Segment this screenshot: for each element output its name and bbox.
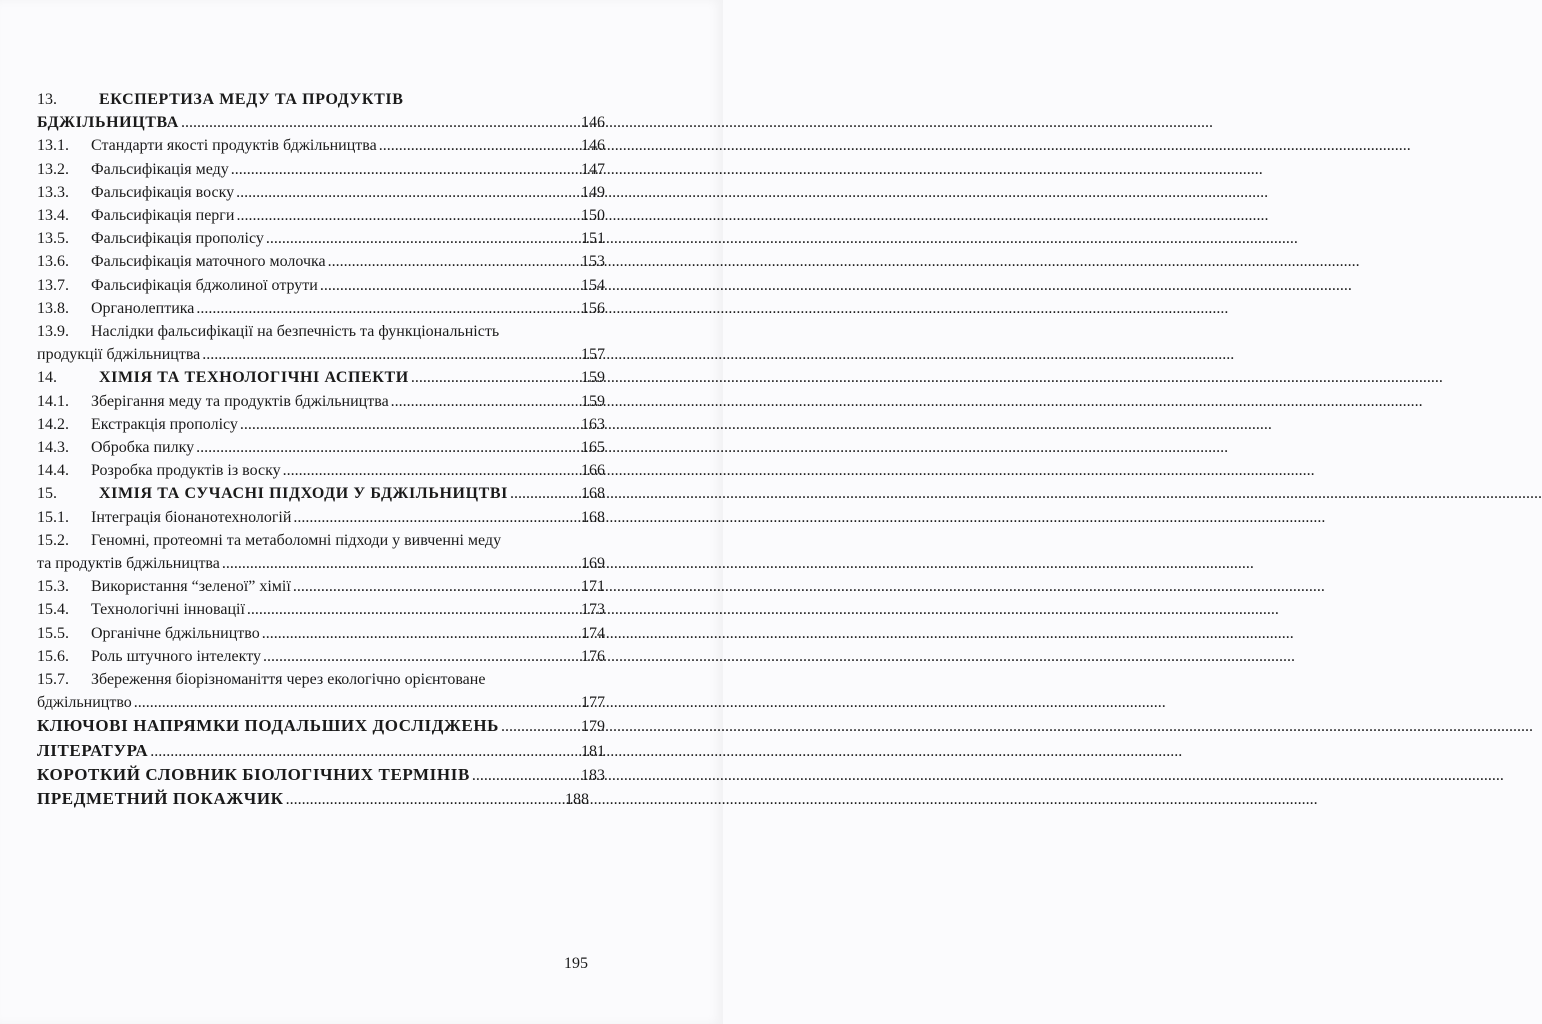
toc-item-15-7-line1 [37,668,605,691]
toc-page-number: 179 [581,718,605,736]
toc-leader-dots [283,459,579,482]
toc-number: 13.4. [37,207,69,225]
toc-number: 14.4. [37,462,69,480]
toc-item-title: Розробка продуктів із воску [91,462,281,480]
toc-item [37,622,605,645]
toc-page-number: 183 [581,766,605,784]
toc-chapter-title: ЕКСПЕРТИЗА МЕДУ ТА ПРОДУКТІВ [99,91,404,108]
toc-leader-dots [320,274,579,297]
toc-item-title: Фальсифікація маточного молочка [91,253,326,271]
toc-item [37,598,605,621]
toc-number: 13.7. [37,276,69,294]
toc-backmatter-title: КЛЮЧОВІ НАПРЯМКИ ПОДАЛЬШИХ ДОСЛІДЖЕНЬ [37,716,500,736]
toc-page-number: 181 [581,742,605,760]
toc-item-title: Використання “зеленої” хімії [91,578,291,596]
toc-number: 14. [37,369,57,387]
toc-number: 15.1. [37,508,69,526]
toc-leader-dots [501,715,579,738]
toc-leader-dots [411,366,579,389]
toc-item [37,274,605,297]
toc-page-number: 159 [581,392,605,410]
toc-page-number: 177 [581,694,605,712]
toc-page-number: 146 [581,114,605,132]
toc-item-15-2-line2 [37,552,605,575]
toc-leader-dots [150,740,579,763]
toc-item [37,250,605,273]
toc-item-title: Фальсифікація бджолиної отрути [91,276,318,294]
toc-number: 13.9. [37,323,69,341]
toc-backmatter-item [37,714,605,738]
toc-leader-dots [222,552,579,575]
toc-item-title: Органічне бджільництво [91,624,260,642]
toc-number: 15.3. [37,578,69,596]
toc-item-title-cont: продукції бджільництва [37,346,201,364]
toc-leader-dots [328,250,579,273]
toc-chapter-title: ХІМІЯ ТА СУЧАСНІ ПІДХОДИ У БДЖІЛЬНИЦТВІ [99,485,509,503]
toc-item-title: Інтеграція біонанотехнологій [91,508,292,526]
toc-item-15-1 [37,506,605,529]
toc-page-number: 149 [581,183,605,201]
toc-leader-dots [262,622,579,645]
toc-backmatter-title: КОРОТКИЙ СЛОВНИК БІОЛОГІЧНИХ ТЕРМІНІВ [37,764,470,784]
toc-chapter-title-cont: БДЖІЛЬНИЦТВА [37,114,179,132]
toc-item-title-cont: бджільництво [37,694,132,712]
toc-item-title: Фальсифікація воску [91,183,235,201]
toc-number: 15.7. [37,671,69,689]
toc-leader-dots [231,158,579,181]
toc-page-number: 168 [581,508,605,526]
toc-item-title: Роль штучного інтелекту [91,647,261,665]
toc-page-number: 157 [581,346,605,364]
toc-page-number: 159 [581,369,605,387]
toc-page-number: 188 [565,791,589,809]
toc-item-title: Фальсифікація перги [91,207,235,225]
toc-leader-dots [181,111,579,134]
toc-leader-dots [134,691,579,714]
toc-page-number: 174 [581,624,605,642]
toc-number: 13.2. [37,160,69,178]
toc-leader-dots [236,181,579,204]
toc-number: 13.5. [37,230,69,248]
toc-page-number: 147 [581,160,605,178]
toc-chapter-13-line1 [37,88,605,111]
toc-page-number: 166 [581,462,605,480]
toc-item-title: Обробка пилку [91,439,195,457]
toc-page-number: 163 [581,415,605,433]
toc-number: 13.6. [37,253,69,271]
toc-number: 13.1. [37,137,69,155]
toc-page-number: 146 [581,137,605,155]
toc-number: 14.3. [37,439,69,457]
toc-item-15-7-line2 [37,691,605,714]
toc-item-title: Збереження біорізноманіття через екологічно орієнтоване [91,671,486,689]
toc-item [37,297,605,320]
toc-leader-dots [240,413,579,436]
toc-number: 15.6. [37,647,69,665]
toc-item [37,575,605,598]
toc-item-15-2-line1 [37,529,605,552]
toc-item-title: Екстракція прополісу [91,415,238,433]
toc-item-title: Фальсифікація меду [91,160,229,178]
toc-item-13-9-line1 [37,320,605,343]
toc-backmatter-item [37,763,605,787]
toc-page-number: 173 [581,601,605,619]
toc-leader-dots [266,227,579,250]
toc-section-15-items [37,575,605,668]
toc-page-number: 153 [581,253,605,271]
toc-number: 15.2. [37,531,69,549]
toc-leader-dots [472,764,579,787]
toc-section-13-items [37,134,605,320]
toc-number: 15. [37,485,57,503]
toc-chapter-15 [37,482,605,505]
toc-leader-dots [236,204,579,227]
toc-leader-dots [293,575,579,598]
toc-page-number: 171 [581,578,605,596]
toc-item-title: Фальсифікація прополісу [91,230,264,248]
toc-item [37,413,605,436]
toc-leader-dots [247,598,579,621]
toc-chapter-title: ХІМІЯ ТА ТЕХНОЛОГІЧНІ АСПЕКТИ [99,369,409,387]
toc-item-title: Геномні, протеомні та метаболомні підходи у вивченні меду [91,531,502,549]
toc-item-title: Стандарти якості продуктів бджільництва [91,137,377,155]
toc-backmatter-title: ПРЕДМЕТНИЙ ПОКАЖЧИК [37,789,284,809]
toc-page-number: 150 [581,207,605,225]
toc-item-title-cont: та продуктів бджільництва [37,555,220,573]
toc-number: 13. [37,91,57,108]
toc-number: 15.5. [37,624,69,642]
table-of-contents [37,88,605,811]
toc-item [37,227,605,250]
toc-backmatter-item [37,739,605,763]
toc-item [37,134,605,157]
toc-leader-dots [391,390,579,413]
toc-number: 14.1. [37,392,69,410]
toc-item [37,204,605,227]
toc-leader-dots [196,297,579,320]
toc-backmatter [37,714,605,811]
toc-number: 14.2. [37,415,69,433]
toc-number: 13.3. [37,183,69,201]
toc-page-number: 154 [581,276,605,294]
toc-section-14-items [37,390,605,483]
toc-item [37,436,605,459]
toc-backmatter-item [37,787,589,811]
toc-chapter-13-line2 [37,111,605,134]
toc-number: 15.4. [37,601,69,619]
toc-page-number: 165 [581,439,605,457]
toc-leader-dots [379,134,579,157]
toc-item-title: Зберігання меду та продуктів бджільництва [91,392,389,410]
toc-leader-dots [263,645,579,668]
toc-item-title: Органолептика [91,299,195,317]
toc-item [37,459,605,482]
toc-page-number: 156 [581,299,605,317]
page-number: 195 [564,955,588,972]
toc-page-number: 151 [581,230,605,248]
toc-chapter-14 [37,366,605,389]
toc-page-number: 169 [581,555,605,573]
toc-item [37,645,605,668]
toc-leader-dots [202,343,579,366]
toc-page-number: 176 [581,647,605,665]
document-page [0,0,723,1024]
toc-page-number: 168 [581,485,605,503]
toc-number: 13.8. [37,299,69,317]
toc-item-title: Наслідки фальсифікації на безпечність та функціональність [91,323,500,341]
toc-leader-dots [510,482,579,505]
toc-backmatter-title: ЛІТЕРАТУРА [37,740,149,760]
toc-item-13-9-line2 [37,343,605,366]
toc-item [37,181,605,204]
toc-item [37,390,605,413]
toc-item [37,158,605,181]
toc-leader-dots [293,506,579,529]
toc-leader-dots [286,788,563,811]
toc-leader-dots [196,436,579,459]
toc-item-title: Технологічні інновації [91,601,245,619]
